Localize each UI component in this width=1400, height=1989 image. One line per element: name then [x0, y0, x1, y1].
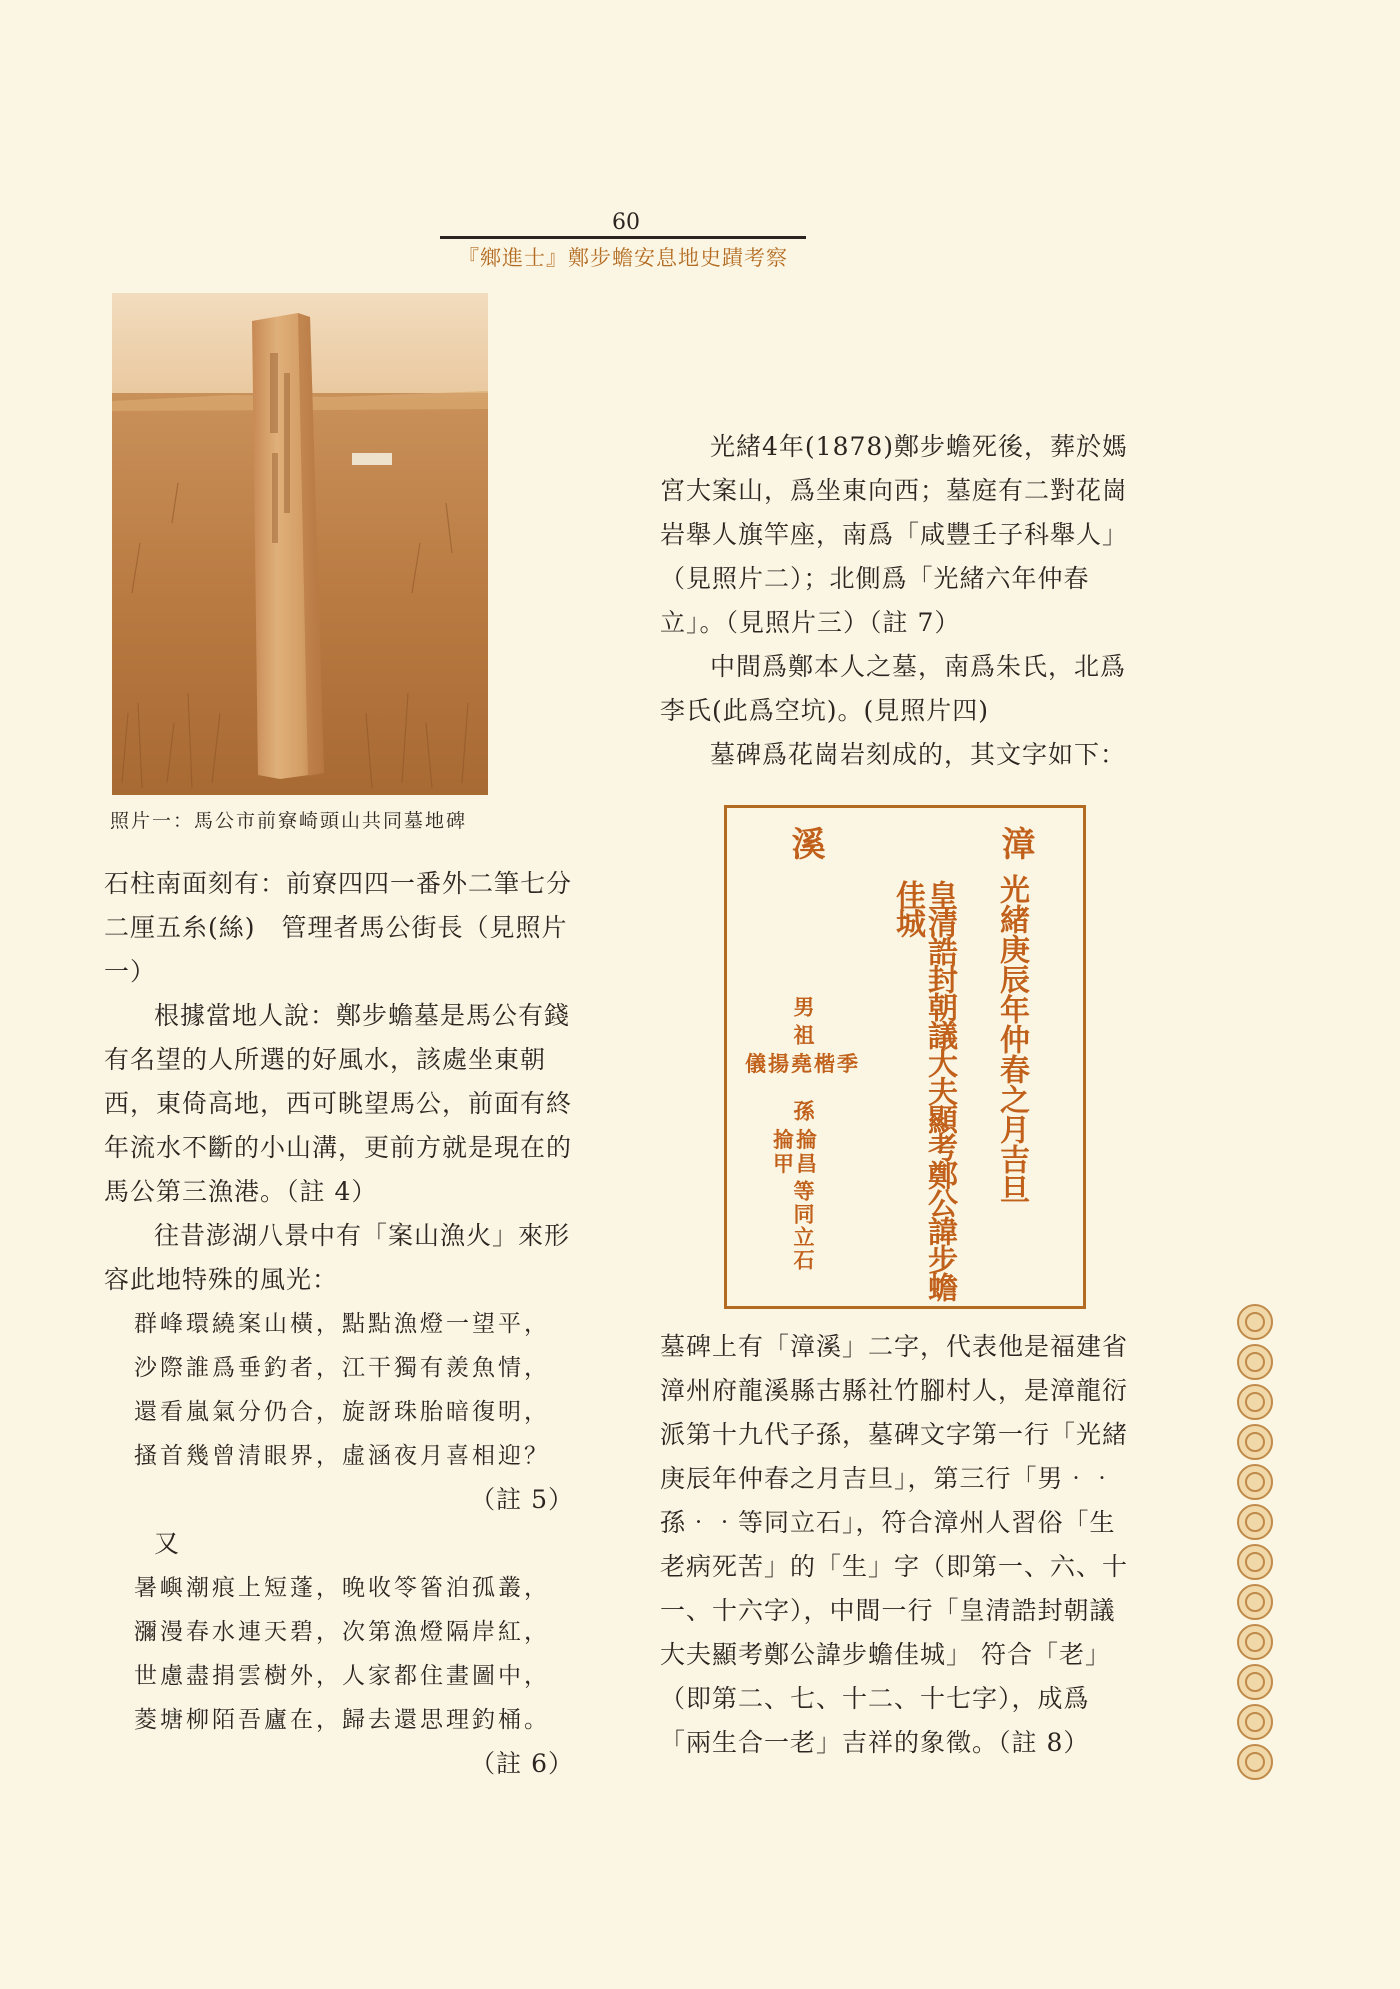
bead-ornament [1238, 1465, 1272, 1499]
stele-line-date: 光緒庚辰年仲春之月吉旦 [994, 874, 1029, 1204]
stele-char-zhang: 漳 [995, 826, 1035, 864]
paragraph-stele-intro: 墓碑爲花崗岩刻成的，其文字如下： [710, 740, 1127, 769]
stele-line-grandson-label: 孫 [791, 1100, 816, 1123]
decorative-bead-strip [1230, 1300, 1280, 1800]
bead-ornament [1238, 1585, 1272, 1619]
poem-line: 暑嶼潮痕上短蓬，晚收笭箵泊孤叢， [134, 1575, 550, 1601]
running-header-title: 『鄉進士』鄭步蟾安息地史蹟考察 [458, 246, 788, 270]
header-rule [440, 236, 806, 239]
bead-ornament [1238, 1505, 1272, 1539]
stele-inscription-box [724, 805, 1086, 1309]
bead-ornament [1238, 1745, 1272, 1779]
poem-two [104, 1566, 584, 1742]
footnote-ref-5: （註 5） [470, 1485, 574, 1514]
page-number: 60 [612, 210, 640, 235]
poem-line: 群峰環繞案山橫，點點漁燈一望平， [134, 1311, 550, 1337]
photo-caption: 照片一：馬公市前寮崎頭山共同墓地碑 [110, 810, 468, 832]
stele-line-sons-names: 儀揚堯楷季 [745, 1051, 860, 1076]
bead-ornament [1238, 1305, 1272, 1339]
paragraph-grave-layout: 中間爲鄭本人之墓，南爲朱氏，北爲李氏(此爲空坑)。(見照片四) [660, 652, 1127, 725]
photo-grave-marker [112, 293, 488, 795]
poem-line: 搔首幾曾清眼界，虛涵夜月喜相迎？ [134, 1443, 550, 1469]
bead-ornament [1238, 1545, 1272, 1579]
stone-pillar-photo [112, 293, 488, 795]
poem-line: 世慮盡捐雲樹外，人家都住畫圖中， [134, 1663, 550, 1689]
paragraph-stone-inscription: 石柱南面刻有：前寮四四一番外二筆七分二厘五糸(絲) 管理者馬公街長（見照片一） [104, 869, 573, 986]
paragraph-burial: 光緒4年(1878)鄭步蟾死後，葬於媽宮大案山，爲坐東向西；墓庭有二對花崗岩舉人旗竿座，南爲「咸豐壬子科舉人」（見照片二）；北側爲「光緒六年仲春立」。（見照片三）（註 7） [660, 432, 1129, 637]
poem-line: 菱塘柳陌吾廬在，歸去還思理釣桶。 [134, 1707, 550, 1733]
bead-ornament [1238, 1705, 1272, 1739]
footnote-ref-6: （註 6） [470, 1749, 574, 1778]
stele-line-title: 皇清誥封朝議大夫顯考鄭公諱步蟾佳城 [890, 880, 957, 1300]
stele-line-grand-label: 祖 [791, 1024, 816, 1047]
stele-line-grandson-names-2: 甲昌 [773, 1151, 819, 1176]
stele-line-erected: 等同立石 [791, 1180, 816, 1272]
paragraph-eight-views: 往昔澎湖八景中有「案山漁火」來形容此地特殊的風光： [104, 1221, 571, 1294]
bead-ornament [1238, 1665, 1272, 1699]
right-column-bottom [660, 1325, 1140, 1765]
left-column [104, 862, 584, 1786]
poem-line: 瀰漫春水連天碧，次第漁燈隔岸紅， [134, 1619, 550, 1645]
bead-ornament [1238, 1385, 1272, 1419]
stele-char-xi: 溪 [785, 826, 825, 864]
stele-line-son-label: 男 [791, 996, 816, 1019]
bead-ornament [1238, 1425, 1272, 1459]
bead-ornament [1238, 1625, 1272, 1659]
paragraph-local-account: 根據當地人說：鄭步蟾墓是馬公有錢有名望的人所選的好風水，該處坐東朝西，東倚高地，西可眺望馬公，前面有終年流水不斷的小山溝，更前方就是現在的馬公第三漁港。（註 4） [104, 1001, 573, 1206]
poem-line: 沙際誰爲垂釣者，江干獨有羨魚情， [134, 1355, 550, 1381]
also-marker: 又 [154, 1529, 181, 1558]
poem-one [104, 1302, 584, 1478]
paragraph-stele-explanation: 墓碑上有「漳溪」二字，代表他是福建省漳州府龍溪縣古縣社竹腳村人，是漳龍衍派第十九代子孫，墓碑文字第一行「光緒庚辰年仲春之月吉旦」，第三行「男‧‧孫‧‧等同立石」，符合漳州人習俗「生老病死苦」的「生」字（即第一、六、十一、十六字），中間一行「皇清誥封朝議大夫顯考鄭公諱步蟾佳城」 符合「老」（即第二、七、十二、十七字），成爲「兩生合一老」吉祥的象徵。（註 8） [660, 1332, 1129, 1757]
bead-ornament [1238, 1345, 1272, 1379]
right-column-top [660, 425, 1140, 777]
stele-line-grandson-names-1: 掄掄 [773, 1127, 819, 1152]
poem-line: 還看嵐氣分仍合，旋訝珠胎暗復明， [134, 1399, 550, 1425]
